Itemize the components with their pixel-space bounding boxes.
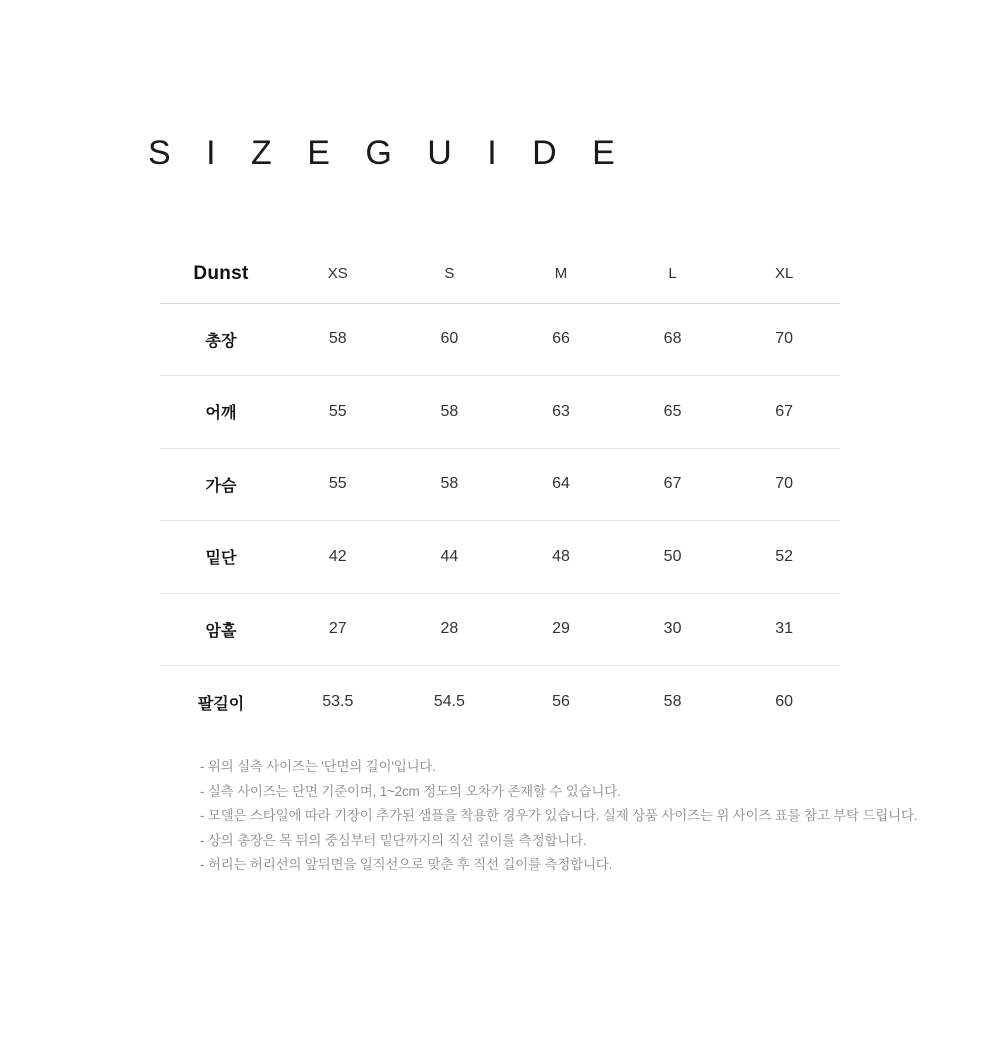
table-row xyxy=(160,448,840,521)
row-label-chest: 가슴 xyxy=(160,448,282,521)
cell-armhole-xs: 27 xyxy=(282,593,394,666)
column-header-xl: XL xyxy=(728,245,840,303)
column-header-xs: XS xyxy=(282,245,394,303)
table-header-row xyxy=(160,245,840,303)
page-title: S I Z E G U I D E xyxy=(148,134,628,172)
cell-sleeve-length-xl: 60 xyxy=(775,693,794,710)
table-row xyxy=(160,303,840,376)
cell-chest-m: 64 xyxy=(505,448,617,521)
row-label-sleeve-length: 팔길이 xyxy=(197,695,245,713)
size-table-header xyxy=(160,245,840,303)
note-item: - 모델은 스타일에 따라 기장이 추가된 샘플을 착용한 경우가 있습니다. 실제 상품 사이즈는 위 사이즈 표를 참고 부탁 드립니다. xyxy=(200,808,918,823)
cell-shoulder-m: 63 xyxy=(505,376,617,449)
cell-chest-xl: 70 xyxy=(728,448,840,521)
table-row xyxy=(160,666,840,739)
table-row xyxy=(160,376,840,449)
notes-list xyxy=(200,759,918,883)
size-table-body xyxy=(160,303,840,738)
cell-hem-xs: 42 xyxy=(282,521,394,594)
note-item: - 상의 총장은 목 뒤의 중심부터 밑단까지의 직선 길이를 측정합니다. xyxy=(200,832,587,848)
cell-shoulder-l: 65 xyxy=(617,376,729,449)
cell-hem-s: 44 xyxy=(394,521,506,594)
row-label-hem: 밑단 xyxy=(160,521,282,594)
cell-sleeve-length-l: 58 xyxy=(663,693,682,710)
cell-chest-xs: 55 xyxy=(282,448,394,521)
note-item: - 허리는 허리선의 앞뒤면을 일직선으로 맞춘 후 직선 길이를 측정합니다. xyxy=(200,857,613,872)
cell-shoulder-s: 58 xyxy=(394,376,506,449)
cell-total-length-xs: 58 xyxy=(282,303,394,376)
cell-sleeve-length-xs: 53.5 xyxy=(322,693,354,710)
size-table-wrapper xyxy=(160,245,840,738)
note-item: - 실측 사이즈는 단면 기준이며, 1~2cm 정도의 오차가 존재할 수 있습니다. xyxy=(200,783,621,799)
brand-label: Dunst xyxy=(160,245,282,303)
cell-hem-l: 50 xyxy=(617,521,729,594)
note-item: - 위의 실측 사이즈는 '단면의 길이'입니다. xyxy=(200,759,436,774)
cell-armhole-s: 28 xyxy=(394,593,506,666)
cell-armhole-xl: 31 xyxy=(728,593,840,666)
row-label-shoulder: 어깨 xyxy=(160,376,282,449)
cell-armhole-l: 30 xyxy=(617,593,729,666)
cell-shoulder-xl: 67 xyxy=(728,376,840,449)
size-table xyxy=(160,245,840,738)
cell-chest-l: 67 xyxy=(617,448,729,521)
column-header-m: M xyxy=(505,245,617,303)
row-label-armhole: 암홀 xyxy=(160,593,282,666)
cell-total-length-xl: 70 xyxy=(728,303,840,376)
column-header-s: S xyxy=(394,245,506,303)
cell-armhole-m: 29 xyxy=(505,593,617,666)
cell-hem-xl: 52 xyxy=(728,521,840,594)
cell-total-length-m: 66 xyxy=(505,303,617,376)
column-header-l: L xyxy=(617,245,729,303)
row-label-total-length: 총장 xyxy=(160,303,282,376)
cell-total-length-l: 68 xyxy=(617,303,729,376)
cell-sleeve-length-s: 54.5 xyxy=(433,693,465,710)
table-row xyxy=(160,521,840,594)
cell-shoulder-xs: 55 xyxy=(282,376,394,449)
table-row xyxy=(160,593,840,666)
cell-sleeve-length-m: 56 xyxy=(552,693,570,710)
cell-total-length-s: 60 xyxy=(394,303,506,376)
cell-chest-s: 58 xyxy=(394,448,506,521)
cell-hem-m: 48 xyxy=(505,521,617,594)
